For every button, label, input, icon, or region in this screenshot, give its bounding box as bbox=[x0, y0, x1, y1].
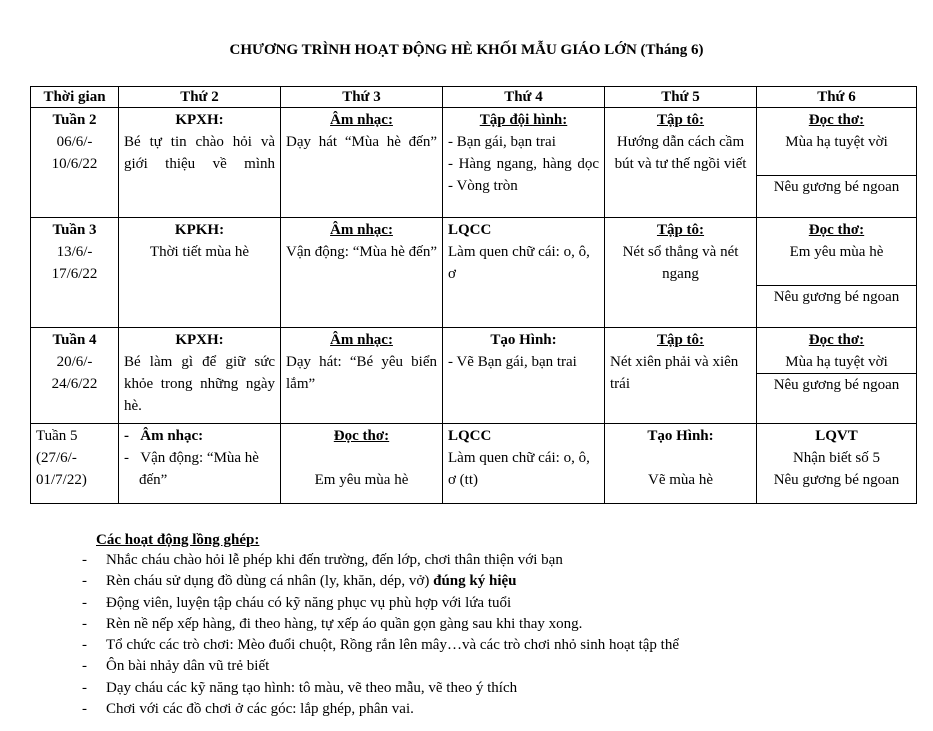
list-item: - Bạn gái, bạn trai bbox=[448, 134, 556, 150]
content: Mùa hạ tuyệt vời bbox=[785, 134, 888, 150]
header-fri: Thứ 6 bbox=[757, 87, 917, 108]
content: Em yêu mùa hè bbox=[314, 472, 409, 488]
subject: Đọc thơ: bbox=[808, 222, 865, 238]
fri-cell bbox=[757, 218, 917, 328]
list-item: - Dạy cháu các kỹ năng tạo hình: tô màu, vẽ theo mẫu, vẽ theo ý thích bbox=[82, 678, 902, 699]
wed-cell bbox=[443, 108, 605, 218]
content: Nét sổ thẳng và nét ngang bbox=[622, 244, 739, 282]
date-from: (27/6/- bbox=[36, 450, 77, 466]
subject: Đọc thơ: bbox=[333, 428, 390, 444]
header-wed: Thứ 4 bbox=[443, 87, 605, 108]
subject: Âm nhạc: bbox=[330, 332, 393, 348]
subject: Tập tô: bbox=[656, 112, 705, 128]
page-title: CHƯƠNG TRÌNH HOẠT ĐỘNG HÈ KHỐI MẪU GIÁO LỚN (Tháng 6) bbox=[229, 42, 704, 58]
content: Vận động: “Mùa hè đến” bbox=[139, 450, 259, 488]
header-time: Thời gian bbox=[31, 87, 119, 108]
content: Bé làm gì để giữ sức khỏe trong những ngày hè. bbox=[124, 354, 275, 414]
thu-cell bbox=[605, 424, 757, 504]
week-label: Tuần 3 bbox=[52, 222, 97, 238]
subject: KPXH: bbox=[175, 112, 224, 128]
tue-cell bbox=[281, 424, 443, 504]
subject: LQCC bbox=[448, 428, 492, 444]
date-to: 10/6/22 bbox=[51, 156, 98, 172]
wed-cell bbox=[443, 218, 605, 328]
notes-title: Các hoạt động lồng ghép: bbox=[96, 532, 260, 548]
note-emphasis: đúng ký hiệu bbox=[429, 573, 517, 590]
content: Nhận biết số 5 bbox=[792, 450, 881, 466]
list-item: - Động viên, luyện tập cháu có kỹ năng phục vụ phù hợp với lứa tuổi bbox=[82, 593, 902, 614]
note-text: Rèn cháu sử dụng đồ dùng cá nhân (ly, khăn, dép, vở) bbox=[106, 573, 430, 590]
integrated-activities bbox=[96, 530, 916, 720]
subject: Âm nhạc: bbox=[330, 112, 393, 128]
subject: KPKH: bbox=[174, 222, 225, 238]
mon-cell bbox=[119, 218, 281, 328]
fri-cell bbox=[757, 108, 917, 218]
date-to: 24/6/22 bbox=[51, 376, 98, 392]
thu-cell bbox=[605, 328, 757, 424]
fri-cell bbox=[757, 328, 917, 424]
list-item: - Rèn nề nếp xếp hàng, đi theo hàng, tự xếp áo quần gọn gàng sau khi thay xong. bbox=[82, 614, 902, 635]
mon-cell bbox=[119, 108, 281, 218]
list-item: - Âm nhạc: bbox=[124, 428, 204, 444]
list-item: - Ôn bài nhảy dân vũ trẻ biết bbox=[82, 656, 902, 677]
subject: Đọc thơ: bbox=[808, 332, 865, 348]
week-label: Tuần 2 bbox=[52, 112, 97, 128]
table-row bbox=[31, 108, 917, 218]
date-to: 01/7/22) bbox=[36, 472, 87, 488]
subject: Tập tô: bbox=[656, 332, 705, 348]
list-item: - Vận động: “Mùa hè đến” bbox=[124, 450, 259, 488]
fri-cell bbox=[757, 424, 917, 504]
content: Nét xiên phải và xiên trái bbox=[610, 354, 739, 392]
table-row bbox=[31, 328, 917, 424]
mon-cell bbox=[119, 424, 281, 504]
date-from: 06/6/- bbox=[56, 134, 93, 150]
date-from: 13/6/- bbox=[56, 244, 93, 260]
thu-cell bbox=[605, 108, 757, 218]
list-item: - Chơi với các đồ chơi ở các góc: lắp ghép, phân vai. bbox=[82, 699, 902, 720]
subject: LQCC bbox=[448, 222, 492, 238]
content: Em yêu mùa hè bbox=[789, 244, 884, 260]
tue-cell bbox=[281, 328, 443, 424]
content: Hướng dẫn cách cầm bút và tư thế ngồi viết bbox=[614, 134, 747, 172]
content: - Vẽ Bạn gái, bạn trai bbox=[448, 354, 577, 370]
date-to: 17/6/22 bbox=[51, 266, 98, 282]
content: Thời tiết mùa hè bbox=[149, 244, 250, 260]
wed-cell bbox=[443, 328, 605, 424]
extra: Nêu gương bé ngoan bbox=[757, 373, 916, 396]
content: Làm quen chữ cái: o, ô, ơ (tt) bbox=[448, 450, 590, 488]
content: Dạy hát: “Bé yêu biển lắm” bbox=[286, 354, 437, 392]
content: Vẽ mùa hè bbox=[648, 472, 713, 488]
content: Bé tự tin chào hỏi và giới thiệu về mình bbox=[124, 134, 275, 172]
week-label: Tuần 5 bbox=[36, 428, 78, 444]
subject: KPXH: bbox=[175, 332, 224, 348]
subject: Âm nhạc: bbox=[140, 428, 204, 444]
header-row bbox=[31, 87, 917, 108]
week-cell bbox=[31, 328, 119, 424]
header-thu: Thứ 5 bbox=[605, 87, 757, 108]
tue-cell bbox=[281, 108, 443, 218]
content: Mùa hạ tuyệt vời bbox=[785, 354, 888, 370]
content: Dạy hát “Mùa hè đến” bbox=[286, 134, 437, 150]
thu-cell bbox=[605, 218, 757, 328]
content: Làm quen chữ cái: o, ô, ơ bbox=[448, 244, 590, 282]
extra: Nêu gương bé ngoan bbox=[757, 285, 916, 308]
week-label: Tuần 4 bbox=[52, 332, 97, 348]
notes-list bbox=[82, 550, 902, 720]
subject: Tập đội hình: bbox=[479, 112, 568, 128]
schedule-table bbox=[30, 86, 917, 504]
week-cell bbox=[31, 108, 119, 218]
date-from: 20/6/- bbox=[56, 354, 93, 370]
subject: Đọc thơ: bbox=[808, 112, 865, 128]
week-cell bbox=[31, 424, 119, 504]
table-row bbox=[31, 424, 917, 504]
list-item: - Vòng tròn bbox=[448, 178, 518, 194]
content: Vận động: “Mùa hè đến” bbox=[286, 244, 437, 260]
list-item bbox=[82, 571, 902, 592]
mon-cell bbox=[119, 328, 281, 424]
week-cell bbox=[31, 218, 119, 328]
subject: LQVT bbox=[815, 428, 858, 444]
table-row bbox=[31, 218, 917, 328]
list-item: - Hàng ngang, hàng dọc bbox=[448, 156, 599, 172]
list-item: - Tổ chức các trò chơi: Mèo đuổi chuột, Rồng rắn lên mây…và các trò chơi nhỏ sinh hoạt tập thể bbox=[82, 635, 902, 656]
extra: Nêu gương bé ngoan bbox=[757, 175, 916, 198]
subject: Tạo Hình: bbox=[647, 428, 714, 444]
subject: Tạo Hình: bbox=[490, 332, 557, 348]
wed-cell bbox=[443, 424, 605, 504]
subject: Âm nhạc: bbox=[330, 222, 393, 238]
header-mon: Thứ 2 bbox=[119, 87, 281, 108]
subject: Tập tô: bbox=[656, 222, 705, 238]
header-tue: Thứ 3 bbox=[281, 87, 443, 108]
tue-cell bbox=[281, 218, 443, 328]
extra: Nêu gương bé ngoan bbox=[773, 472, 900, 488]
list-item: - Nhắc cháu chào hỏi lễ phép khi đến trường, đến lớp, chơi thân thiện với bạn bbox=[82, 550, 902, 571]
